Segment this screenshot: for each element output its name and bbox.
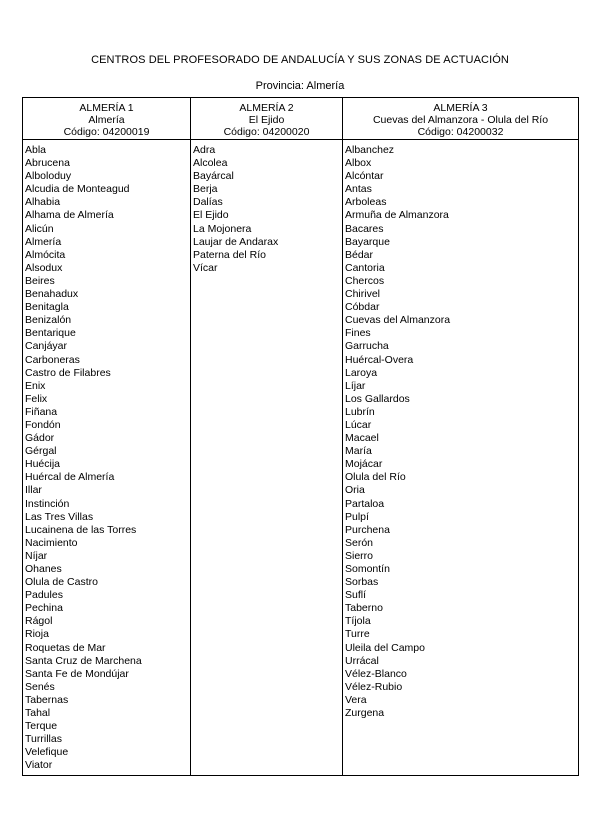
municipality-item: Benizalón (25, 314, 72, 327)
municipality-item: Pulpí (345, 510, 369, 523)
municipality-item: Alcudia de Monteagud (25, 183, 130, 196)
municipality-item: Macael (345, 432, 379, 445)
municipality-item: Dalías (193, 196, 223, 209)
municipality-item: Alboloduy (25, 170, 72, 183)
municipality-item: Santa Fe de Mondújar (25, 667, 129, 680)
municipality-item: María (345, 445, 372, 458)
cep-code: Código: 04200032 (417, 126, 504, 138)
municipality-item: Velefique (25, 746, 69, 759)
column-almeria-1 (23, 98, 191, 775)
column-almeria-3 (343, 98, 578, 775)
cep-name: ALMERÍA 2 (239, 102, 294, 114)
municipality-item: Bentarique (25, 327, 76, 340)
municipality-item: Almócita (25, 248, 66, 261)
municipality-item: Senés (25, 680, 55, 693)
municipality-item: Níjar (25, 549, 48, 562)
municipality-item: Canjáyar (25, 340, 68, 353)
municipality-item: Vélez-Rubio (345, 680, 403, 693)
municipality-item: Somontín (345, 563, 390, 575)
municipality-item: Castro de Filabres (25, 366, 111, 379)
municipality-item: Alcóntar (345, 170, 384, 183)
municipality-item: Los Gallardos (345, 392, 410, 405)
municipality-item: Bédar (345, 248, 374, 261)
municipality-item: Huércal-Overa (345, 353, 414, 366)
cep-name: ALMERÍA 3 (433, 102, 488, 114)
municipality-item: Turrillas (25, 733, 62, 746)
municipality-list (191, 140, 342, 275)
municipality-item: Viator (25, 759, 53, 772)
municipality-item: Uleila del Campo (345, 641, 425, 654)
municipality-item: Oria (345, 484, 365, 497)
municipality-item: Santa Cruz de Marchena (25, 654, 142, 667)
municipality-item: Benahadux (25, 288, 79, 301)
municipality-item: Arboleas (345, 196, 387, 209)
municipality-item: Alicún (25, 222, 54, 235)
municipality-item: Alhama de Almería (25, 209, 114, 222)
municipality-item: Purchena (345, 523, 390, 536)
cep-code: Código: 04200019 (63, 126, 150, 138)
municipality-item: Bayárcal (193, 170, 234, 183)
municipality-item: Roquetas de Mar (25, 641, 106, 654)
municipality-item: Partaloa (345, 497, 385, 510)
municipality-item: Mojácar (345, 458, 383, 471)
municipality-item: Laroya (345, 366, 378, 379)
municipality-item: Berja (193, 183, 218, 196)
municipality-item: Laujar de Andarax (193, 235, 279, 248)
municipality-item: Chercos (345, 274, 385, 287)
municipality-item: Abla (25, 144, 47, 156)
municipality-item: Alsodux (25, 261, 63, 274)
cep-zones-table (22, 97, 579, 776)
municipality-item: Alhabia (25, 196, 61, 209)
municipality-item: Sorbas (345, 576, 379, 589)
municipality-item: Huércal de Almería (25, 471, 115, 484)
municipality-item: El Ejido (193, 209, 229, 222)
column-header (191, 98, 342, 140)
municipality-item: Felix (25, 392, 48, 405)
document-title: CENTROS DEL PROFESORADO DE ANDALUCÍA Y SUS ZONAS DE ACTUACIÓN (91, 54, 509, 66)
municipality-item: Rioja (25, 628, 49, 641)
cep-location: Almería (88, 114, 125, 126)
municipality-item: Nacimiento (25, 536, 78, 549)
municipality-item: Vera (345, 693, 367, 706)
municipality-item: Alcolea (193, 157, 228, 170)
column-header (23, 98, 190, 140)
municipality-item: Líjar (345, 379, 366, 392)
municipality-item: Sierro (345, 549, 374, 562)
municipality-item: Fiñana (25, 405, 58, 418)
cep-name: ALMERÍA 1 (79, 102, 134, 114)
municipality-item: Zurgena (345, 707, 385, 720)
municipality-item: Suflí (345, 589, 367, 602)
municipality-item: Fondón (25, 418, 61, 431)
municipality-item: Taberno (345, 602, 383, 615)
municipality-item: Olula del Río (345, 471, 406, 484)
municipality-item: Bacares (345, 222, 384, 235)
municipality-item: Las Tres Villas (25, 510, 94, 523)
municipality-item: Chirivel (345, 288, 381, 301)
municipality-item: Vélez-Blanco (345, 667, 407, 680)
municipality-item: Gérgal (25, 445, 57, 458)
municipality-item: Lubrín (345, 405, 375, 418)
municipality-item: Serón (345, 536, 374, 549)
municipality-item: Olula de Castro (25, 576, 98, 589)
municipality-list (23, 140, 190, 773)
municipality-item: Illar (25, 484, 42, 497)
municipality-item: Armuña de Almanzora (345, 209, 449, 222)
municipality-item: Ohanes (25, 563, 62, 575)
municipality-item: Beires (25, 274, 55, 287)
municipality-list (343, 140, 578, 720)
municipality-item: Antas (345, 183, 372, 196)
municipality-item: Vícar (193, 261, 218, 274)
municipality-item: Rágol (25, 615, 53, 628)
municipality-item: Padules (25, 589, 63, 602)
municipality-item: Enix (25, 379, 46, 392)
cep-code: Código: 04200020 (223, 126, 310, 138)
municipality-item: Terque (25, 720, 58, 733)
municipality-item: Albox (345, 157, 372, 170)
municipality-item: Urrácal (345, 654, 379, 667)
municipality-item: Cóbdar (345, 301, 380, 314)
municipality-item: Gádor (25, 432, 55, 445)
municipality-item: Tíjola (345, 615, 371, 628)
municipality-item: Almería (25, 235, 62, 248)
municipality-item: Pechina (25, 602, 63, 615)
municipality-item: Tahal (25, 707, 51, 720)
municipality-item: Tabernas (25, 693, 69, 706)
municipality-item: Instinción (25, 497, 70, 510)
column-almeria-2 (191, 98, 343, 775)
municipality-item: Turre (345, 628, 370, 641)
municipality-item: Fines (345, 327, 371, 340)
municipality-item: Huécija (25, 458, 61, 471)
municipality-item: Benitagla (25, 301, 69, 314)
cep-location: El Ejido (248, 114, 285, 126)
municipality-item: Paterna del Río (193, 248, 266, 261)
municipality-item: Carboneras (25, 353, 80, 366)
municipality-item: Lucainena de las Torres (25, 523, 137, 536)
municipality-item: Albanchez (345, 144, 395, 156)
municipality-item: Bayarque (345, 235, 390, 248)
municipality-item: Garrucha (345, 340, 389, 353)
municipality-item: Cuevas del Almanzora (345, 314, 451, 327)
municipality-item: Lúcar (345, 418, 372, 431)
province-label: Provincia: Almería (255, 80, 345, 92)
cep-location: Cuevas del Almanzora - Olula del Río (372, 114, 549, 126)
municipality-item: Cantoria (345, 261, 385, 274)
column-header (343, 98, 578, 140)
municipality-item: Adra (193, 144, 216, 156)
municipality-item: Abrucena (25, 157, 70, 170)
municipality-item: La Mojonera (193, 222, 252, 235)
